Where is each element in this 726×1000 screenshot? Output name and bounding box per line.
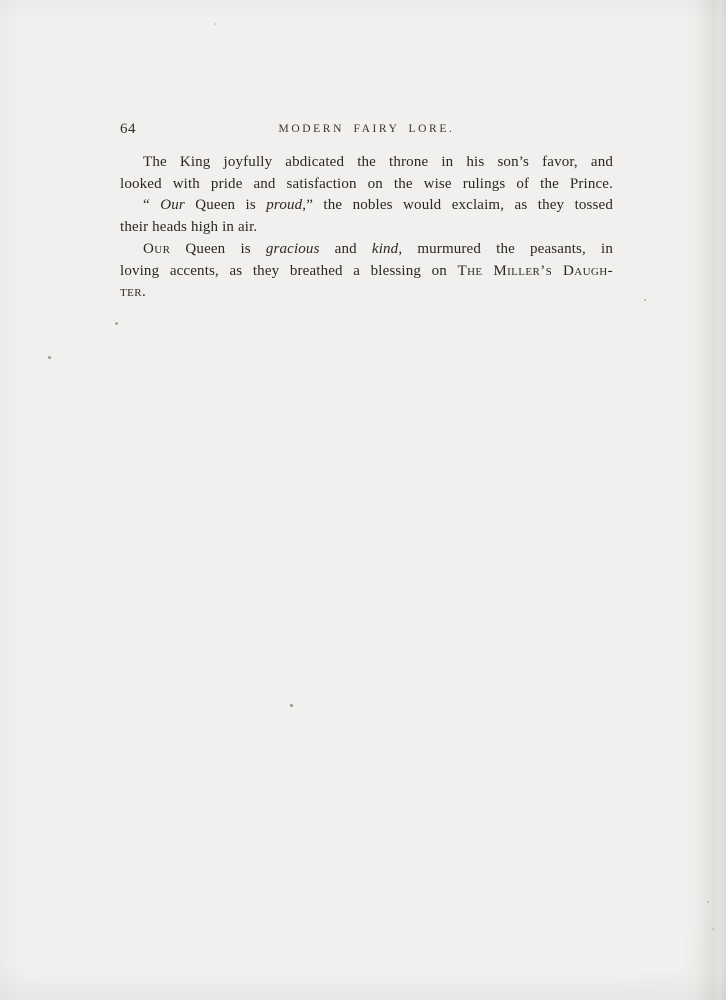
scan-speck	[115, 322, 118, 325]
text-segment: proud	[266, 197, 303, 214]
text-segment: loving accents, as they breathed a blessing on	[120, 262, 458, 279]
text-segment: “	[143, 197, 161, 214]
text-segment: Our	[143, 240, 171, 257]
scan-speck	[214, 23, 216, 25]
text-segment: their heads high in air.	[120, 219, 258, 236]
text-segment: The Miller’s Daugh-	[457, 262, 613, 279]
paragraph	[120, 152, 613, 195]
text-segment: The King joyfully abdicated the throne in his son’s favor, and	[143, 154, 613, 170]
scan-speck	[48, 356, 51, 359]
text-segment: Queen is	[170, 240, 266, 257]
text-line	[120, 152, 613, 174]
text-segment: Our	[160, 197, 185, 214]
text-segment: , murmured the peasants, in	[398, 240, 613, 257]
text-segment: Queen is	[184, 197, 267, 214]
text-segment: kind	[371, 240, 399, 257]
text-line	[120, 195, 613, 217]
text-line	[120, 282, 613, 304]
page-body	[120, 152, 613, 304]
text-line	[120, 217, 613, 239]
text-segment: ter.	[120, 284, 147, 301]
text-segment: looked with pride and satisfaction on the wise rulings of the Prince.	[120, 175, 613, 192]
text-segment: ,” the nobles would exclaim, as they tossed	[302, 197, 613, 214]
text-line	[120, 174, 613, 196]
paragraph	[120, 239, 613, 304]
paragraph	[120, 195, 613, 238]
text-line	[120, 239, 613, 261]
running-title: MODERN FAIRY LORE.	[278, 123, 455, 135]
scan-speck	[644, 299, 646, 301]
scan-speck	[290, 704, 293, 707]
page-header	[120, 121, 613, 141]
page-number: 64	[120, 121, 136, 137]
text-segment: gracious	[265, 240, 320, 257]
text-segment: and	[319, 240, 372, 257]
page-edge-shadow	[696, 0, 726, 1000]
text-line	[120, 261, 613, 283]
